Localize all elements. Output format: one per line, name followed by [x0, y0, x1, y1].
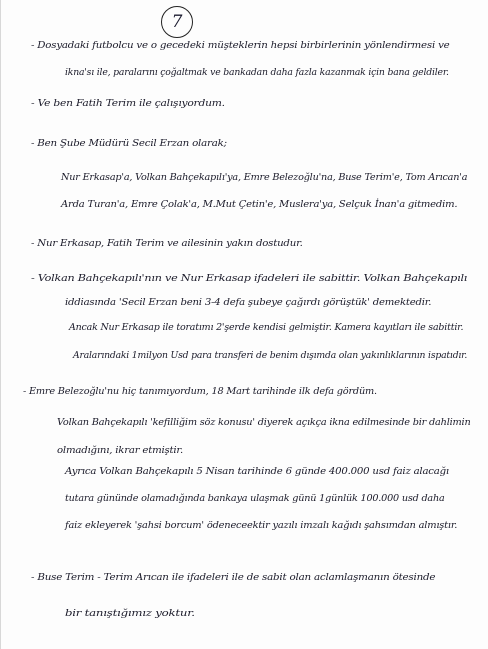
text-line: iddiasında 'Secil Erzan beni 3-4 defa şubeye çağırdı görüştük' demektedir.: [65, 297, 432, 308]
text-line: - Ve ben Fatih Terim ile çalışıyordum.: [31, 98, 225, 109]
text-line: - Dosyadaki futbolcu ve o gecedeki müşteklerin hepsi birbirlerinin yönlendirmesi ve: [31, 40, 450, 51]
text-line: Ayrıca Volkan Bahçekapılı 5 Nisan tarihinde 6 günde 400.000 usd faiz alacağı: [65, 466, 449, 477]
text-line: Arda Turan'a, Emre Çolak'a, M.Mut Çetin'e, Muslera'ya, Selçuk İnan'a gitmedim.: [61, 199, 458, 210]
text-line: tutara gününde olamadığında bankaya ulaşmak günü 1günlük 100.000 usd daha: [65, 493, 445, 504]
text-line: - Ben Şube Müdürü Secil Erzan olarak;: [31, 138, 227, 149]
page-number: 7: [161, 6, 193, 38]
text-line: olmadığını, ikrar etmiştir.: [57, 445, 183, 456]
text-line: - Volkan Bahçekapılı'nın ve Nur Erkasap ifadeleri ile sabittir. Volkan Bahçekapılı: [31, 273, 468, 284]
text-line: - Nur Erkasap, Fatih Terim ve ailesinin yakın dostudur.: [31, 238, 303, 249]
text-line: ikna'sı ile, paralarını çoğaltmak ve bankadan daha fazla kazanmak için bana geldiler.: [65, 67, 449, 78]
text-line: Aralarındaki 1milyon Usd para transferi de benim dışımda olan yakınlıklarının ispatıdır.: [73, 350, 468, 361]
text-line: - Buse Terim - Terim Arıcan ile ifadeleri ile de sabit olan aclamlaşmanın ötesinde: [31, 572, 436, 583]
text-line: Nur Erkasap'a, Volkan Bahçekapılı'ya, Emre Belezoğlu'na, Buse Terim'e, Tom Arıcan'a: [61, 172, 468, 183]
text-line: bir tanıştığımız yoktur.: [65, 608, 195, 619]
text-line: faiz ekleyerek 'şahsi borcum' ödeneceektir yazılı imzalı kağıdı şahsımdan almıştır.: [65, 520, 458, 531]
text-line: Volkan Bahçekapılı 'kefilliğim söz konusu' diyerek açıkça ikna edilmesinde bir dahlimin: [57, 417, 471, 428]
text-line: Ancak Nur Erkasap ile toratımı 2'şerde kendisi gelmiştir. Kamera kayıtları ile sabittir.: [69, 322, 464, 333]
text-line: - Emre Belezoğlu'nu hiç tanımıyordum, 18 Mart tarihinde ilk defa gördüm.: [23, 386, 377, 397]
